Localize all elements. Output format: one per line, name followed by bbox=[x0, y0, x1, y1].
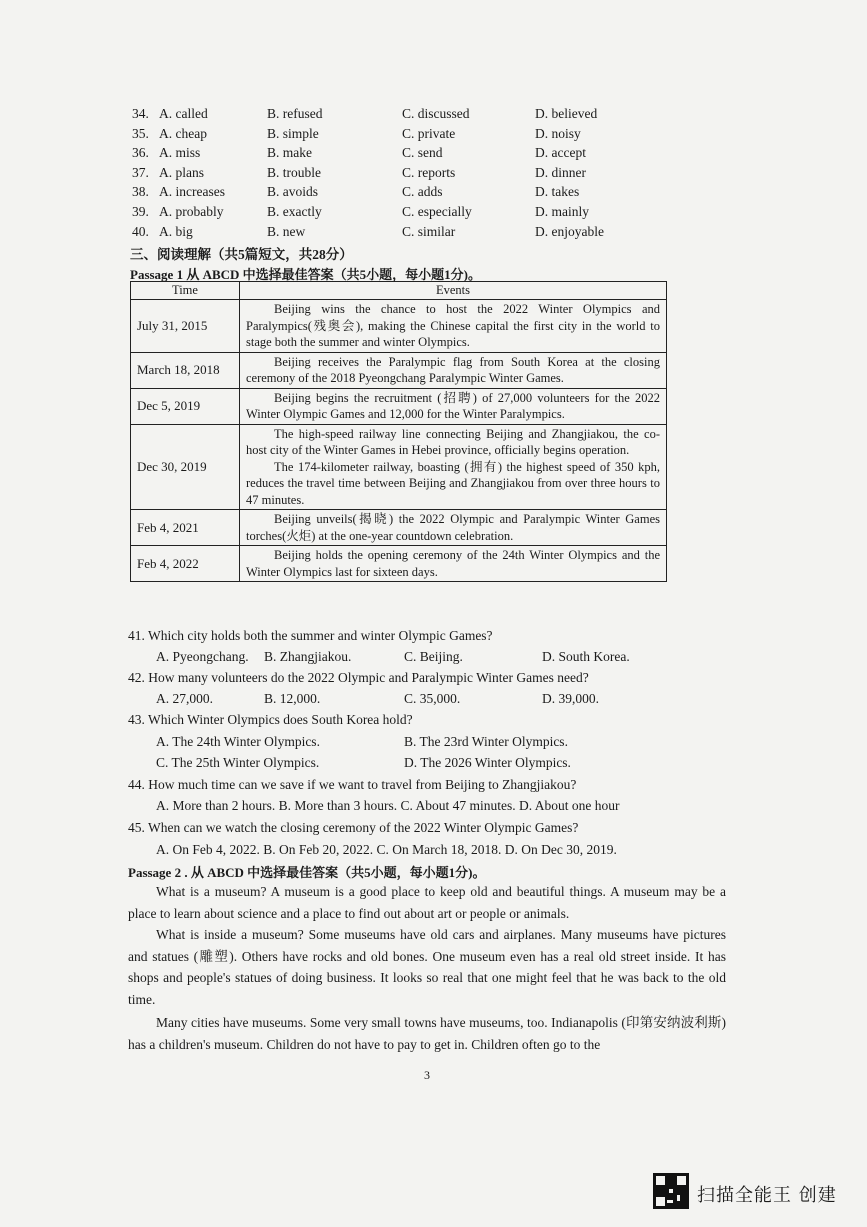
option-c: C. adds bbox=[402, 184, 443, 200]
option-b: B. refused bbox=[267, 106, 323, 121]
question-43: 43. Which Winter Olympics does South Korea hold? bbox=[128, 712, 413, 727]
event-paragraph: Beijing holds the opening ceremony of the 24th Winter Olympics and the Winter Olympics last for sixteen days. bbox=[246, 548, 660, 579]
option-d: D. mainly bbox=[535, 204, 589, 219]
q43-option-d: D. The 2026 Winter Olympics. bbox=[404, 755, 571, 770]
option-a: A. probably bbox=[159, 204, 224, 219]
option-a: A. plans bbox=[159, 164, 204, 180]
q43-option-c: C. The 25th Winter Olympics. bbox=[156, 755, 320, 770]
event-time: Dec 5, 2019 bbox=[131, 388, 240, 424]
q43-option-b: B. The 23rd Winter Olympics. bbox=[404, 734, 568, 749]
option-d: D. dinner bbox=[535, 164, 586, 180]
q43-option-a: A. The 24th Winter Olympics. bbox=[156, 734, 320, 749]
scanner-brand-label: 扫描全能王 创建 bbox=[697, 1185, 837, 1206]
option-b: B. new bbox=[267, 223, 306, 239]
question-number: 38. bbox=[132, 184, 149, 200]
option-c: C. especially bbox=[402, 204, 472, 219]
event-paragraph: Beijing wins the chance to host the 2022 Winter Olympics and Paralympics(残奥会), making the Chinese capital the first city in the world to stage both the summer and winter Olympics. bbox=[246, 302, 660, 349]
option-a: A. called bbox=[159, 106, 208, 121]
q42-option-c: C. 35,000. bbox=[404, 691, 461, 706]
option-c: C. discussed bbox=[402, 106, 470, 121]
event-paragraph: Beijing begins the recruitment (招聘) of 27,000 volunteers for the 2022 Winter Olympic Games and 12,000 for the Winter Paralympics. bbox=[246, 390, 660, 421]
question-44: 44. How much time can we save if we want to travel from Beijing to Zhangjiakou? bbox=[128, 777, 577, 792]
table-row bbox=[131, 546, 667, 582]
event-paragraph: Beijing unveils(揭晓) the 2022 Olympic and Paralympic Winter Games torches(火炬) at the one-year countdown celebration. bbox=[246, 512, 660, 543]
q42-option-a: A. 27,000. bbox=[156, 691, 213, 706]
question-number: 36. bbox=[132, 145, 149, 161]
table-row bbox=[131, 388, 667, 424]
question-number: 37. bbox=[132, 164, 149, 180]
option-d: D. takes bbox=[535, 184, 580, 200]
option-a: A. cheap bbox=[159, 125, 207, 141]
question-number: 40. bbox=[132, 223, 149, 239]
event-paragraph: The high-speed railway line connecting Beijing and Zhangjiakou, the co-host city of the Winter Games in Hebei province, officially begins operation. bbox=[246, 426, 660, 457]
question-number: 39. bbox=[132, 204, 149, 219]
q42-option-d: D. 39,000. bbox=[542, 691, 599, 706]
table-row bbox=[131, 424, 667, 510]
option-b: B. exactly bbox=[267, 204, 322, 219]
question-45: 45. When can we watch the closing ceremony of the 2022 Winter Olympic Games? bbox=[128, 820, 579, 835]
table-row bbox=[131, 352, 667, 388]
table-row bbox=[131, 300, 667, 353]
event-paragraph: The 174-kilometer railway, boasting (拥有) the highest speed of 350 kph, reduces the travel time between Beijing and Zhangjiakou from over three hours to 47 minutes. bbox=[246, 459, 660, 507]
paragraph: Many cities have museums. Some very small towns have museums, too. Indianapolis (印第安纳波利斯) has a children's museum. Children do not have to pay to get in. Children often go to the bbox=[128, 1015, 726, 1052]
q41-option-c: C. Beijing. bbox=[404, 649, 463, 664]
qr-code-icon bbox=[653, 1173, 689, 1209]
event-time: Feb 4, 2022 bbox=[131, 546, 240, 582]
event-description bbox=[240, 510, 667, 546]
table-header-time: Time bbox=[131, 282, 240, 300]
q44-options: A. More than 2 hours. B. More than 3 hours. C. About 47 minutes. D. About one hour bbox=[156, 798, 620, 813]
event-description bbox=[240, 424, 667, 510]
event-time: July 31, 2015 bbox=[131, 300, 240, 353]
event-description bbox=[240, 546, 667, 582]
option-b: B. trouble bbox=[267, 164, 321, 180]
q41-option-b: B. Zhangjiakou. bbox=[264, 649, 352, 664]
option-d: D. noisy bbox=[535, 125, 581, 141]
option-d: D. accept bbox=[535, 145, 586, 161]
q41-option-a: A. Pyeongchang. bbox=[156, 649, 249, 664]
q41-option-d: D. South Korea. bbox=[542, 649, 630, 664]
event-time: March 18, 2018 bbox=[131, 352, 240, 388]
q45-options: A. On Feb 4, 2022. B. On Feb 20, 2022. C. On March 18, 2018. D. On Dec 30, 2019. bbox=[156, 842, 617, 857]
question-number: 34. bbox=[132, 106, 149, 121]
event-paragraph: Beijing receives the Paralympic flag from South Korea at the closing ceremony of the 2018 Pyeongchang Paralympic Winter Games. bbox=[246, 354, 660, 385]
option-a: A. miss bbox=[159, 145, 201, 161]
passage2-title: Passage 2 . 从 ABCD 中选择最佳答案（共5小题，每小题1分)。 bbox=[128, 865, 486, 880]
event-time: Dec 30, 2019 bbox=[131, 424, 240, 510]
option-c: C. similar bbox=[402, 223, 456, 239]
option-c: C. reports bbox=[402, 164, 456, 180]
option-a: A. increases bbox=[159, 184, 225, 200]
option-c: C. send bbox=[402, 145, 443, 161]
table-row bbox=[131, 510, 667, 546]
option-d: D. enjoyable bbox=[535, 223, 604, 239]
table-header-events: Events bbox=[240, 282, 667, 300]
event-time: Feb 4, 2021 bbox=[131, 510, 240, 546]
option-b: B. simple bbox=[267, 125, 319, 141]
section-title: 三、阅读理解（共5篇短文，共28分） bbox=[130, 247, 353, 262]
question-42: 42. How many volunteers do the 2022 Olympic and Paralympic Winter Games need? bbox=[128, 670, 589, 685]
passage1-title: Passage 1 从 ABCD 中选择最佳答案（共5小题，每小题1分)。 bbox=[130, 267, 481, 282]
events-table bbox=[130, 281, 667, 582]
event-description bbox=[240, 388, 667, 424]
event-description bbox=[240, 300, 667, 353]
option-a: A. big bbox=[159, 223, 193, 239]
question-number: 35. bbox=[132, 125, 149, 141]
question-41: 41. Which city holds both the summer and winter Olympic Games? bbox=[128, 628, 493, 643]
paragraph: What is a museum? A museum is a good place to keep old and beautiful things. A museum may be a place to learn about science and a place to find out about art or people or animals. bbox=[128, 884, 726, 921]
paragraph: What is inside a museum? Some museums have old cars and airplanes. Many museums have pictures and statues (雕塑). Others have rocks and old bones. One museum even has a real old street inside. It has shops and people's statues of doing business. It looks so real that one might feel that he was back to the old time. bbox=[128, 927, 726, 1007]
option-b: B. avoids bbox=[267, 184, 319, 200]
option-d: D. believed bbox=[535, 106, 598, 121]
page-number: 3 bbox=[424, 1068, 430, 1082]
option-c: C. private bbox=[402, 125, 456, 141]
passage2-text bbox=[128, 881, 726, 1055]
option-b: B. make bbox=[267, 145, 312, 161]
event-description bbox=[240, 352, 667, 388]
q42-option-b: B. 12,000. bbox=[264, 691, 321, 706]
